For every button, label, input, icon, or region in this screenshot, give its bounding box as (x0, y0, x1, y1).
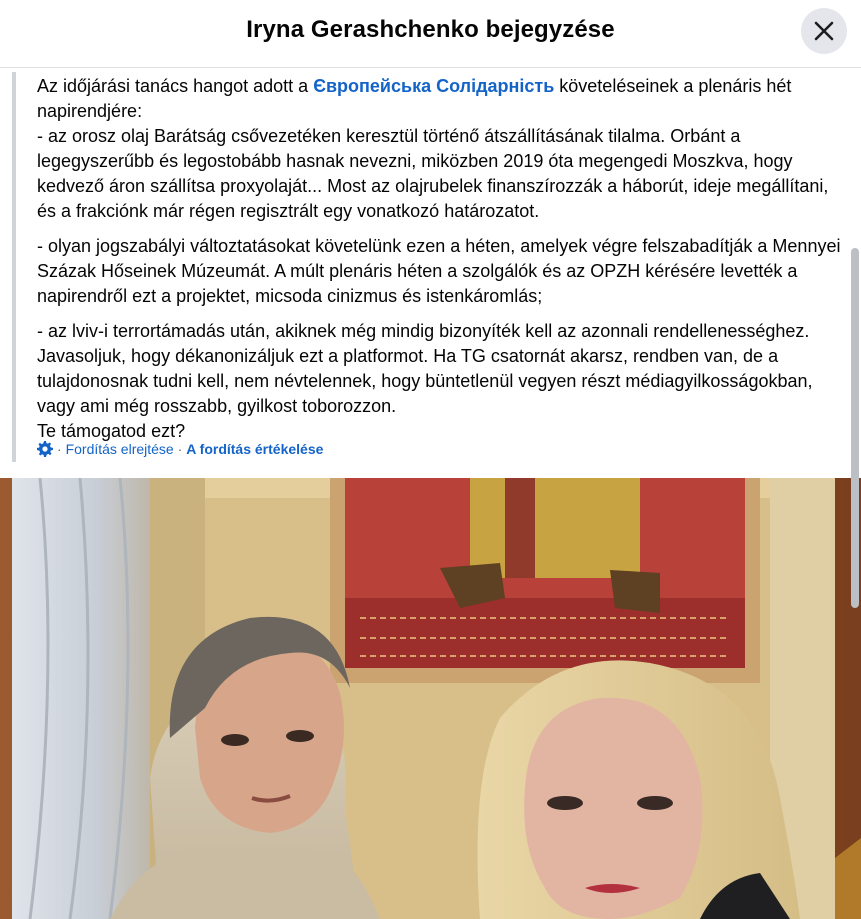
quote-bar (12, 72, 16, 462)
gear-icon[interactable] (37, 441, 53, 457)
dialog-title: Iryna Gerashchenko bejegyzése (246, 16, 615, 43)
translation-controls: · Fordítás elrejtése · A fordítás értékelése (37, 440, 323, 458)
post-text (37, 74, 847, 444)
close-icon (813, 20, 835, 42)
scrollbar-thumb[interactable] (851, 248, 859, 608)
post-paragraph-3: - az lviv-i terrortámadás után, akiknek még mindig bizonyíték kell az azonnali rendellenességhez. Javasoljuk, hogy dékanonizáljuk ezt a platformot. Ha TG csatornát akarsz, rendben van, de a tulajdonosnak tudni kell, nem névtelennek, hogy büntetlenül vegyen részt médiagyilkosságokban, vagy ami még rosszabb, gyilkost toborozzon. (37, 321, 813, 416)
post-content (0, 68, 861, 919)
photo-image (0, 478, 861, 919)
post-photo[interactable] (0, 478, 861, 919)
post-question: Te támogatod ezt? (37, 421, 186, 441)
post-paragraph-2: - olyan jogszabályi változtatásokat követelünk ezen a héten, amelyek végre felszabadítják a Mennyei Százak Hőseinek Múzeumát. A múlt plenáris héten a szolgálók és az OPZH kérésére levették a napirendről ezt a projektet, micsoda cinizmus és istenkáromlás; (37, 236, 841, 306)
hide-translation-link[interactable]: Fordítás elrejtése (65, 441, 174, 457)
post-item-1: - az orosz olaj Barátság csővezetéken keresztül történő átszállításának tilalma. Orbánt a legegyszerűbb és legostobább hasnak nevezni, miközben 2019 óta megengedi Moszkva, hogy kedvező áron szállítsa proxyolaját... Most az olajrubelek finanszírozzák a háborút, ideje megállítani, és a frakciónk már régen regisztrált egy vonatkozó határozatot. (37, 126, 829, 221)
scrollbar[interactable] (850, 248, 860, 608)
dialog-header (0, 0, 861, 68)
post-paragraph-1: Az időjárási tanács hangot adott a Європейська Солідарність követeléseinek a plenáris hét napirendjére: - az orosz olaj Barátság csővezetéken keresztül történő átszállításának tilalma. Orbánt a legegyszerűbb és legostobább hasnak nevezni, miközben 2019 óta megengedi Moszkva, hogy kedvező áron szállítsa proxyolaját... Most az olajrubelek finanszírozzák a háborút, ideje megállítani, és a frakciónk már régen regisztrált egy vonatkozó határozatot. (37, 76, 829, 221)
mention-link[interactable]: Європейська Солідарність (313, 76, 555, 96)
close-button[interactable] (801, 8, 847, 54)
rate-translation-link[interactable]: A fordítás értékelése (186, 441, 324, 457)
